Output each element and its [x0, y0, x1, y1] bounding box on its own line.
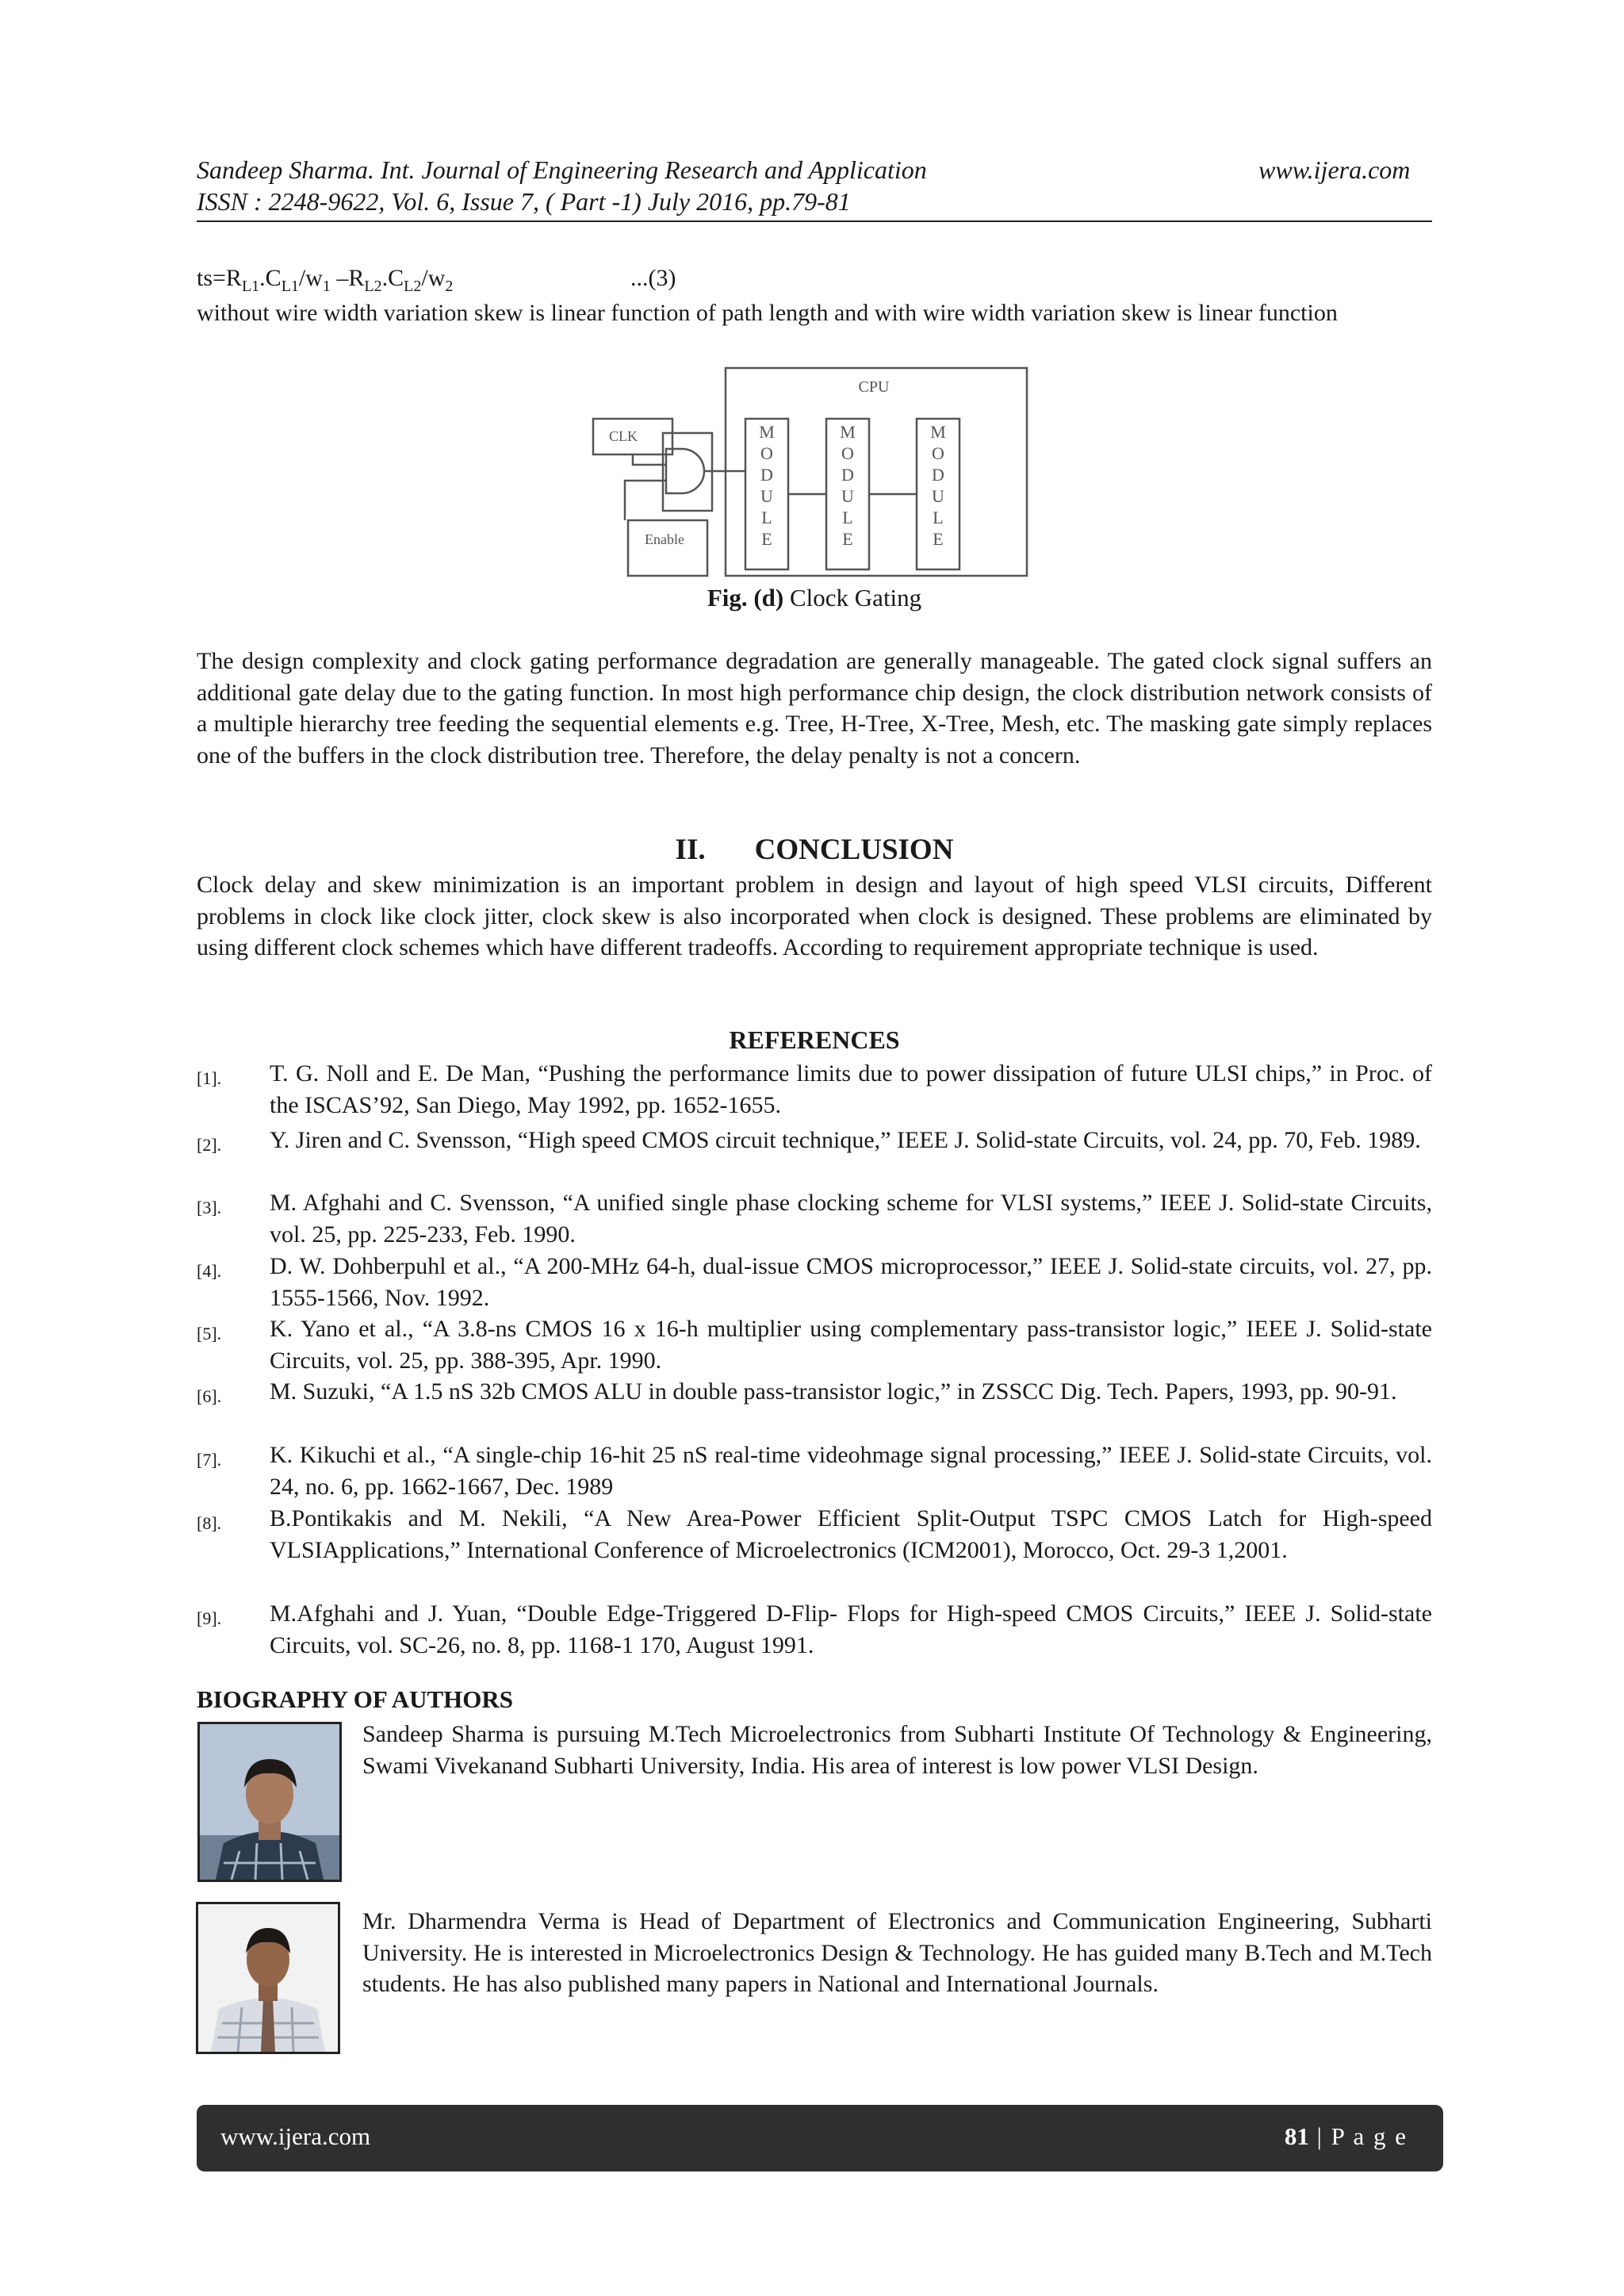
paragraph-conclusion: Clock delay and skew minimization is an important problem in design and layout of high speed VLSI circuits, Different problems in clock like clock jitter, clock skew is also incorporated when clock is designed. These problems are eliminated by using different clock schemes which have different tradeoffs. According to requirement appropriate technique is used. [197, 872, 1432, 960]
equation-number: ...(3) [630, 265, 676, 291]
biography-sandeep: Sandeep Sharma is pursuing M.Tech Microelectronics from Subharti Institute Of Technology & Engineering, Swami Vivekanand Subharti University, India. His area of interest is low power VLSI Design. [362, 1721, 1432, 1779]
reference-text: M. Suzuki, “A 1.5 nS 32b CMOS ALU in double pass-transistor logic,” in ZSSCC Dig. Tech. Papers, 1993, pp. 90-91. [270, 1378, 1397, 1405]
journal-citation: Sandeep Sharma. Int. Journal of Engineering Research and Application [197, 155, 927, 184]
module-letter: U [932, 486, 944, 506]
equation-3: $ts=R_{L1}.C_{L1}/w_1$ $-R_{L2}.C_{L2}/w_2$ [197, 265, 454, 295]
reference-text: K. Yano et al., “A 3.8-ns CMOS 16 x 16-h multiplier using complementary pass-transistor logic,” IEEE J. Solid-state Circuits, vol. 25, pp. 388-395, Apr. 1990. [270, 1316, 1432, 1374]
biography-dharmendra: Mr. Dharmendra Verma is Head of Department of Electronics and Communication Engineering, Subharti University. He is interested in Microelectronics Design & Technology. He has guided many B.Tech and M.Tech students. He has also published many papers in National and International Journals. [362, 1908, 1432, 1997]
module-letter: O [760, 443, 773, 463]
module-letter: O [932, 443, 944, 463]
clk-label: CLK [609, 428, 638, 444]
footer-bar [197, 2105, 1443, 2171]
clock-gating-diagram [587, 363, 1031, 582]
module-letter: M [930, 422, 946, 442]
module-letter: L [933, 508, 944, 527]
reference-text: M. Afghahi and C. Svensson, “A unified single phase clocking scheme for VLSI systems,” IEEE J. Solid-state Circuits, vol. 25, pp. 225-233, Feb. 1990. [270, 1190, 1432, 1248]
module-letter: O [841, 443, 854, 463]
enable-wire [625, 481, 666, 520]
module-letter: U [760, 486, 773, 506]
module-letter: D [760, 465, 773, 485]
footer-url[interactable]: www.ijera.com [220, 2122, 371, 2150]
module-letter: E [761, 529, 772, 549]
journal-issn: ISSN : 2248-9622, Vol. 6, Issue 7, ( Part -1) July 2016, pp.79-81 [197, 187, 851, 216]
reference-number: [8]. [197, 1513, 222, 1533]
enable-box [628, 520, 707, 576]
reference-number: [6]. [197, 1386, 222, 1406]
module-letter: L [842, 508, 853, 527]
reference-text: T. G. Noll and E. De Man, “Pushing the performance limits due to power dissipation of future ULSI chips,” in Proc. of the ISCAS’92, San Diego, May 1992, pp. 1652-1655. [270, 1060, 1432, 1118]
references-heading: REFERENCES [729, 1025, 900, 1054]
reference-text: D. W. Dohberpuhl et al., “A 200-MHz 64-h, dual-issue CMOS microprocessor,” IEEE J. Solid-state circuits, vol. 27, pp. 1555-1566, Nov. 1992. [270, 1253, 1432, 1311]
cpu-label: CPU [858, 378, 890, 396]
figure-caption: Fig. (d) Clock Gating [707, 584, 922, 611]
author-photo-dharmendra [196, 1902, 340, 2054]
module-letter: E [842, 529, 853, 549]
page-number: 81 | P a g e [1284, 2122, 1408, 2150]
header-rule [197, 220, 1432, 222]
paragraph-gating: The design complexity and clock gating performance degradation are generally manageable. The gated clock signal suffers an additional gate delay due to the gating function. In most high performance chip design, the clock distribution network consists of a multiple hierarchy tree feeding the sequential elements e.g. Tree, H-Tree, X-Tree, Mesh, etc. The masking gate simply replaces one of the buffers in the clock distribution tree. Therefore, the delay penalty is not a concern. [197, 648, 1432, 769]
module-letter: D [932, 465, 944, 485]
biography-heading: BIOGRAPHY OF AUTHORS [197, 1685, 514, 1713]
reference-number: [1]. [197, 1068, 222, 1088]
reference-text: M.Afghahi and J. Yuan, “Double Edge-Triggered D-Flip- Flops for High-speed CMOS Circuits,” IEEE J. Solid-state Circuits, vol. SC-26, no. 8, pp. 1168-1 170, August 1991. [270, 1600, 1432, 1658]
module-letter: U [841, 486, 854, 506]
clk-wire [633, 454, 666, 465]
enable-label: Enable [645, 531, 684, 547]
module-letter: M [759, 422, 775, 442]
reference-text: K. Kikuchi et al., “A single-chip 16-hit 25 nS real-time videohmage signal processing,” IEEE J. Solid-state Circuits, vol. 24, no. 6, pp. 1662-1667, Dec. 1989 [270, 1442, 1432, 1500]
module-letter: E [933, 529, 944, 549]
reference-text: B.Pontikakis and M. Nekili, “A New Area-Power Efficient Split-Output TSPC CMOS Latch for High-speed VLSIApplications,” International Conference of Microelectronics (ICM2001), Morocco, Oct. 29-3 1,2001. [270, 1505, 1432, 1563]
paragraph-skew: without wire width variation skew is linear function of path length and with wire width variation skew is linear function [197, 300, 1338, 326]
reference-number: [4]. [197, 1261, 222, 1281]
reference-number: [7]. [197, 1450, 222, 1470]
module-letter: L [761, 508, 772, 527]
author-photo-sandeep [197, 1722, 342, 1882]
module-letter: D [841, 465, 854, 485]
reference-number: [9]. [197, 1608, 222, 1628]
section-heading-conclusion: II. CONCLUSION [675, 834, 954, 866]
and-gate [666, 449, 704, 493]
reference-number: [3]. [197, 1198, 222, 1217]
reference-text: Y. Jiren and C. Svensson, “High speed CMOS circuit technique,” IEEE J. Solid-state Circuits, vol. 24, pp. 70, Feb. 1989. [270, 1127, 1421, 1153]
reference-number: [2]. [197, 1135, 222, 1155]
reference-number: [5]. [197, 1324, 222, 1343]
module-letter: M [840, 422, 856, 442]
journal-website[interactable]: www.ijera.com [1258, 155, 1411, 184]
